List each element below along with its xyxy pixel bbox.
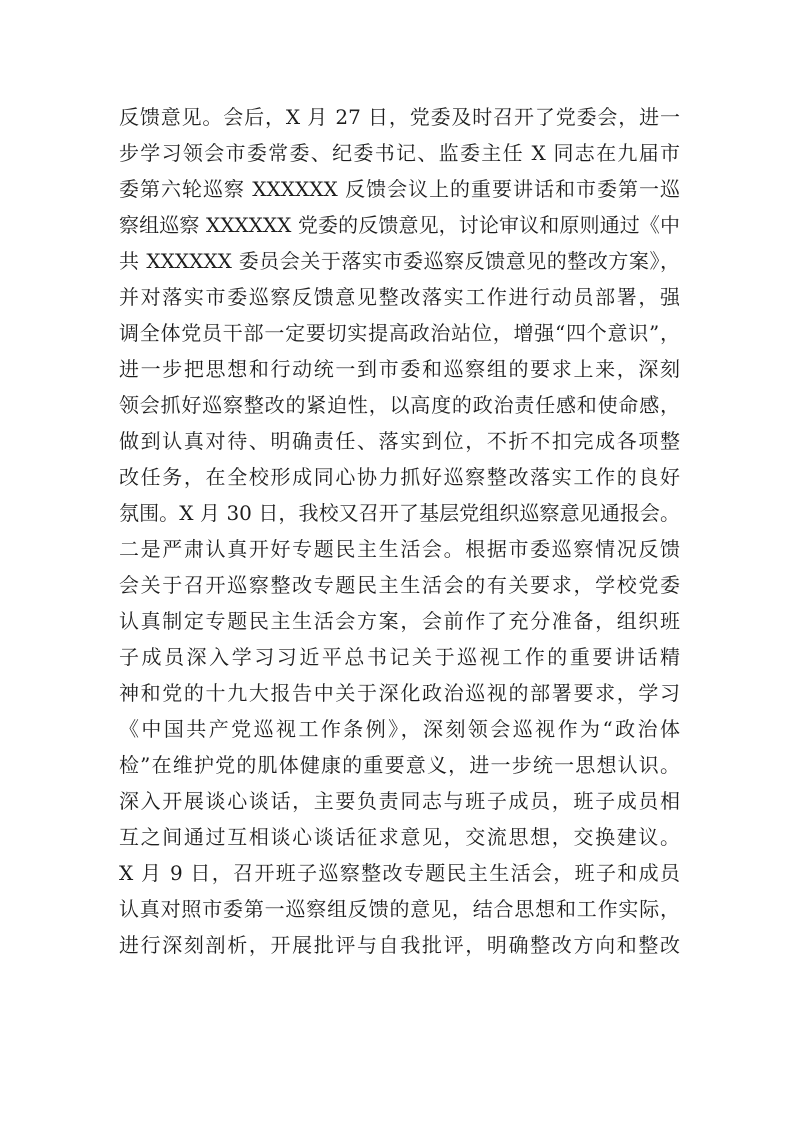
text-line: 领会抓好巡察整改的紧迫性，以高度的政治责任感和使命感，	[119, 393, 680, 417]
text-line: 调全体党员干部一定要切实提高政治站位，增强“四个意识”，	[119, 321, 680, 345]
text-line: 委第六轮巡察 XXXXXX 反馈会议上的重要讲话和市委第一巡	[119, 177, 680, 201]
text-line: 子成员深入学习习近平总书记关于巡视工作的重要讲话精	[119, 645, 680, 669]
text-line: 做到认真对待、明确责任、落实到位，不折不扣完成各项整	[119, 429, 680, 453]
text-line: 会关于召开巡察整改专题民主生活会的有关要求，学校党委	[119, 573, 680, 597]
text-line: 神和党的十九大报告中关于深化政治巡视的部署要求，学习	[119, 681, 680, 705]
text-line: 改任务，在全校形成同心协力抓好巡察整改落实工作的良好	[119, 465, 680, 489]
text-line: 共 XXXXXX 委员会关于落实市委巡察反馈意见的整改方案》，	[119, 249, 680, 273]
text-line: 察组巡察 XXXXXX 党委的反馈意见，讨论审议和原则通过《中	[119, 213, 680, 237]
text-line: 并对落实市委巡察反馈意见整改落实工作进行动员部署，强	[119, 285, 680, 309]
text-line: 认真对照市委第一巡察组反馈的意见，结合思想和工作实际，	[119, 897, 680, 921]
text-line: 反馈意见。会后，X 月 27 日，党委及时召开了党委会，进一	[119, 105, 680, 129]
text-line: 进行深刻剖析，开展批评与自我批评，明确整改方向和整改	[119, 933, 680, 957]
text-line: 检”在维护党的肌体健康的重要意义，进一步统一思想认识。	[119, 753, 680, 777]
text-line: X 月 9 日，召开班子巡察整改专题民主生活会，班子和成员	[119, 861, 680, 885]
text-line: 进一步把思想和行动统一到市委和巡察组的要求上来，深刻	[119, 357, 680, 381]
text-line: 二是严肃认真开好专题民主生活会。根据市委巡察情况反馈	[119, 537, 680, 561]
text-line: 互之间通过互相谈心谈话征求意见，交流思想，交换建议。	[119, 825, 680, 849]
body-text	[119, 99, 680, 963]
text-line: 认真制定专题民主生活会方案，会前作了充分准备，组织班	[119, 609, 680, 633]
text-line: 深入开展谈心谈话，主要负责同志与班子成员，班子成员相	[119, 789, 680, 813]
text-line: 《中国共产党巡视工作条例》，深刻领会巡视作为“政治体	[119, 717, 680, 741]
text-line: 氛围。X 月 30 日，我校又召开了基层党组织巡察意见通报会。	[119, 501, 680, 525]
text-line: 步学习领会市委常委、纪委书记、监委主任 X 同志在九届市	[119, 141, 680, 165]
